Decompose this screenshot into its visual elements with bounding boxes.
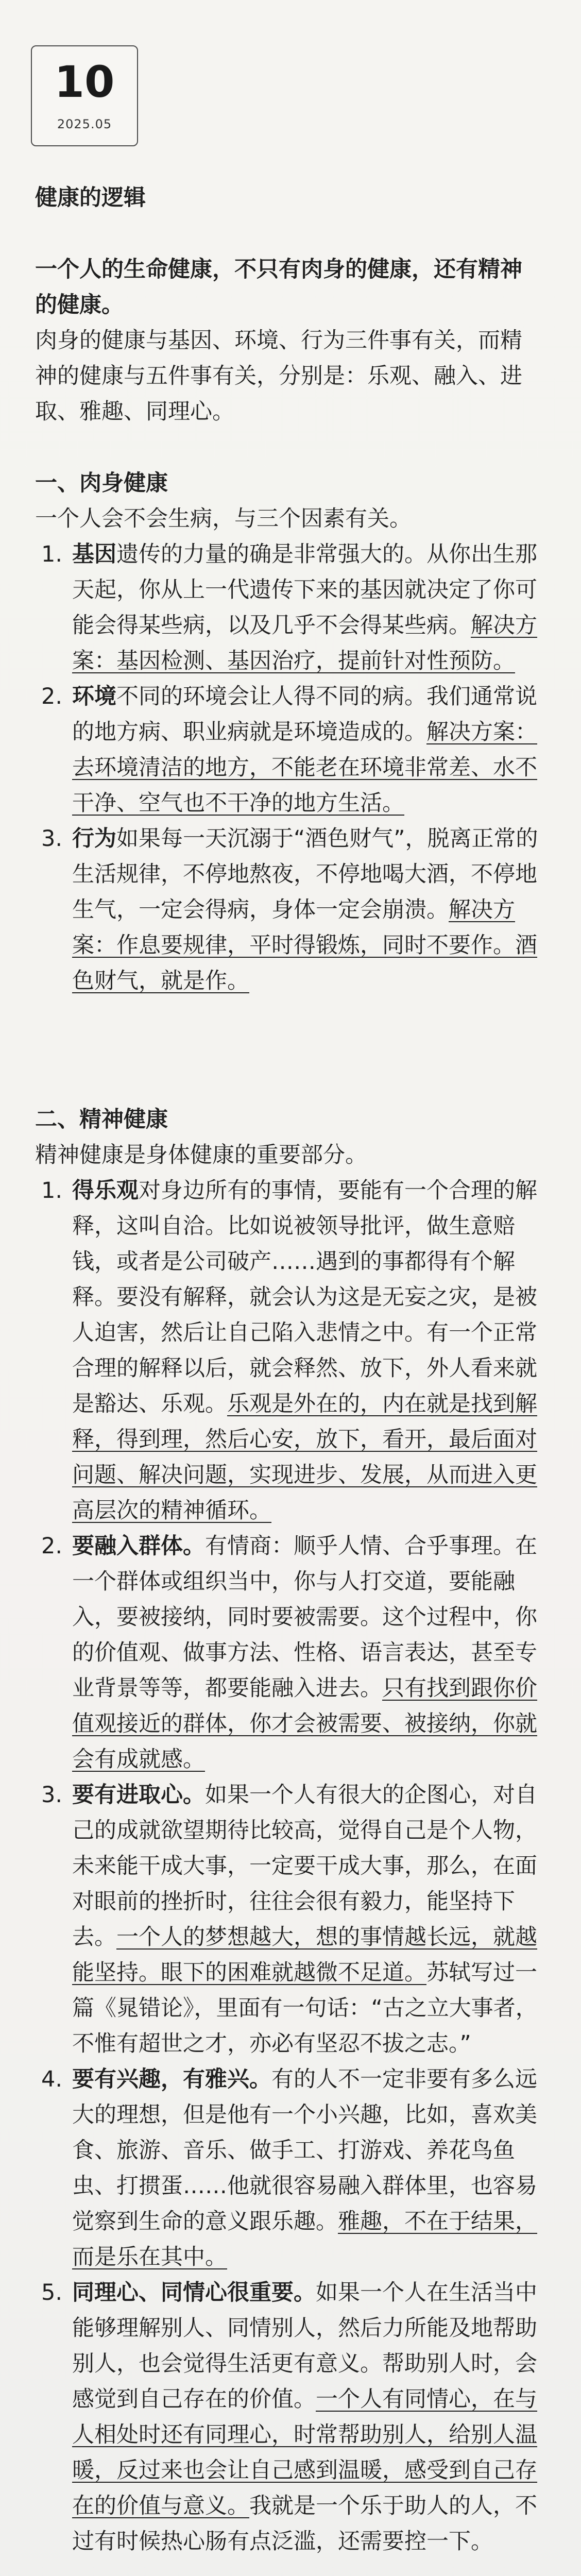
list-item	[35, 537, 540, 679]
item-number: 4.	[41, 2066, 63, 2092]
item-underline: 只有找到跟你价值观接近的群体，你才会被需要、被接纳，你就会有成就感。	[72, 1675, 537, 1772]
item-number: 3.	[41, 826, 63, 852]
item-underline: 雅趣，不在于结果，而是乐在其中。	[72, 2209, 537, 2270]
date-year-month: 2025.05	[57, 117, 112, 131]
section2-lead: 精神健康是身体健康的重要部分。	[35, 1142, 367, 1168]
item-number: 1.	[41, 541, 63, 567]
date-day: 10	[54, 57, 115, 107]
note-content	[35, 180, 540, 2576]
item-after: 苏轼写过一篇《晁错论》，里面有一句话：“古之立大事者，不惟有超世之才，亦必有坚忍不拔之志。”	[72, 1960, 538, 2057]
section1-list	[35, 537, 540, 999]
item-term: 同理心、同情心很重要。	[72, 2280, 316, 2306]
item-number: 3.	[41, 1782, 63, 1808]
item-text: 不同的环境会让人得不同的病。我们通常说的地方病、职业病就是环境造成的。	[72, 684, 537, 745]
item-term: 要有兴趣，有雅兴。	[72, 2066, 271, 2092]
list-item	[35, 821, 540, 999]
section1-heading: 一、肉身健康	[35, 470, 168, 496]
section2-list	[35, 1173, 540, 2560]
list-item	[35, 1173, 540, 1529]
item-term: 要融入群体。	[72, 1533, 205, 1559]
note-title: 健康的逻辑	[35, 185, 146, 211]
item-number: 2.	[41, 1533, 63, 1559]
section1-lead: 一个人会不会生病，与三个因素有关。	[35, 506, 412, 532]
item-term: 行为	[72, 826, 116, 852]
item-underline: 乐观是外在的，内在就是找到解释，得到理，然后心安，放下，看开，最后面对问题、解决问题，实现进步、发展，从而进入更高层次的精神循环。	[72, 1391, 537, 1523]
section2-heading: 二、精神健康	[35, 1107, 168, 1132]
item-text: 如果一个人有很大的企图心，对自己的成就欲望期待比较高，觉得自己是个人物，未来能干成大事，一定要干成大事，那么，在面对眼前的挫折时，往往会很有毅力，能坚持下去。	[72, 1782, 537, 1950]
date-badge	[31, 45, 138, 146]
item-underline: 一个人的梦想越大，想的事情越长远，就越能坚持。眼下的困难就越微不足道。	[72, 1924, 537, 1986]
item-after: 我就是一个乐于助人的人，不过有时候热心肠有点泛滥，还需要控一下。	[72, 2493, 537, 2554]
item-term: 要有进取心。	[72, 1782, 205, 1808]
item-number: 2.	[41, 684, 63, 709]
item-term: 基因	[72, 541, 116, 567]
item-number: 1.	[41, 1178, 63, 1204]
item-text: 对身边所有的事情，要能有一个合理的解释，这叫自洽。比如说被领导批评，做生意赔钱，或者是公司破产……遇到的事都得有个解释。要没有解释，就会认为这是无妄之灾，是被人迫害，然后让自己陷入悲情之中。有一个正常合理的解释以后，就会释然、放下，外人看来就是豁达、乐观。	[72, 1178, 537, 1417]
item-number: 5.	[41, 2280, 63, 2306]
item-underline: 解决方案：作息要规律，平时得锻炼，同时不要作。酒色财气，就是作。	[72, 897, 537, 994]
list-item	[35, 2275, 540, 2560]
item-term: 得乐观	[72, 1178, 139, 1204]
list-item	[35, 2062, 540, 2275]
item-text: 有情商：顺乎人情、合乎事理。在一个群体或组织当中，你与人打交道，要能融入，要被接纳，同时要被需要。这个过程中，你的价值观、做事方法、性格、语言表达，甚至专业背景等等，都要能融入进去。	[72, 1533, 537, 1701]
item-underline: 一个人有同情心，在与人相处时还有同理心，时常帮助别人，给别人温暖，反过来也会让自己感到温暖，感受到自己存在的价值与意义。	[72, 2386, 537, 2519]
item-underline: 解决方案：去环境清洁的地方，不能老在环境非常差、水不干净、空气也不干净的地方生活。	[72, 719, 537, 816]
item-text: 遗传的力量的确是非常强大的。从你出生那天起，你从上一代遗传下来的基因就决定了你可能会得某些病，以及几乎不会得某些病。	[72, 541, 537, 638]
item-underline: 解决方案：基因检测、基因治疗，提前针对性预防。	[72, 613, 537, 674]
list-item	[35, 1529, 540, 1777]
item-text: 有的人不一定非要有多么远大的理想，但是他有一个小兴趣，比如，喜欢美食、旅游、音乐、做手工、打游戏、养花鸟鱼虫、打掼蛋……他就很容易融入群体里，也容易觉察到生命的意义跟乐趣。	[72, 2066, 537, 2234]
item-text: 如果一个人在生活当中能够理解别人、同情别人，然后力所能及地帮助别人，也会觉得生活更有意义。帮助别人时，会感觉到自己存在的价值。	[72, 2280, 537, 2412]
intro-heading: 一个人的生命健康，不只有肉身的健康，还有精神的健康。	[35, 257, 522, 318]
list-item	[35, 1777, 540, 2062]
item-term: 环境	[72, 684, 116, 709]
list-item	[35, 679, 540, 821]
item-text: 如果每一天沉溺于“酒色财气”，脱离正常的生活规律，不停地熬夜，不停地喝大酒，不停地生气，一定会得病，身体一定会崩溃。	[72, 826, 538, 923]
intro-body: 肉身的健康与基因、环境、行为三件事有关，而精神的健康与五件事有关，分别是：乐观、融入、进取、雅趣、同理心。	[35, 328, 522, 425]
